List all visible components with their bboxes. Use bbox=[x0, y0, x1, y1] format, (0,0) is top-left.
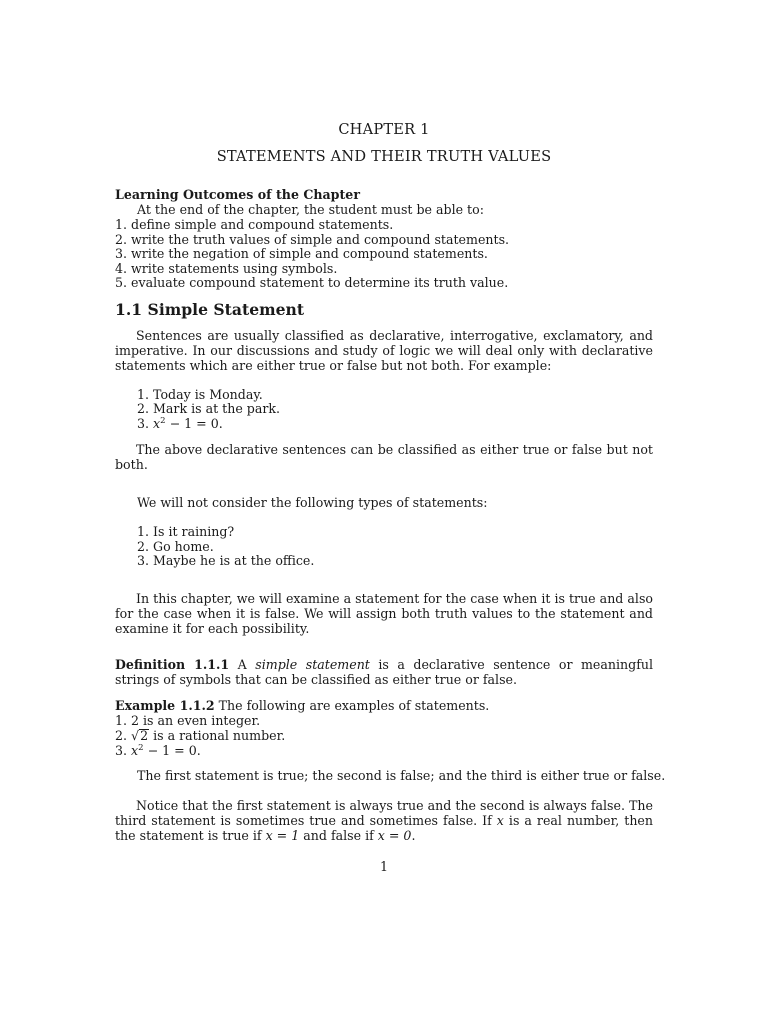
outcome-item: 5. evaluate compound statement to determine its truth value. bbox=[115, 275, 509, 290]
outcome-item: 4. write statements using symbols. bbox=[115, 261, 338, 276]
section-title: 1.1 Simple Statement bbox=[115, 300, 305, 319]
paragraph-text: is a real number, then the statement is true if bbox=[115, 813, 654, 844]
page-number: 1 bbox=[379, 859, 388, 874]
paragraph-text: . bbox=[411, 828, 416, 844]
definition-text: A bbox=[229, 657, 256, 672]
chapter-title: STATEMENTS AND THEIR TRUTH VALUES bbox=[216, 148, 552, 165]
math-condition: x = 0 bbox=[377, 828, 412, 844]
learning-outcomes-intro: At the end of the chapter, the student must be able to: bbox=[137, 202, 484, 217]
paragraph: In this chapter, we will examine a statement for the case when it is true and also for the case when it is false. We will assign both truth values to the statement and examine it for each possibility. bbox=[115, 591, 653, 637]
non-example-item: 3. Maybe he is at the office. bbox=[137, 553, 315, 568]
equation-variable: x bbox=[153, 416, 161, 431]
item-number: 3. bbox=[115, 743, 132, 758]
equation-exponent: 2 bbox=[138, 743, 144, 753]
definition-term: simple statement bbox=[255, 657, 370, 672]
example-item-rest: is a rational number. bbox=[149, 728, 286, 743]
paragraph bbox=[115, 798, 653, 844]
chapter-heading: CHAPTER 1 bbox=[338, 121, 430, 138]
outcome-item: 3. write the negation of simple and compound statements. bbox=[115, 246, 488, 261]
example-heading bbox=[115, 698, 489, 713]
outcome-item: 2. write the truth values of simple and compound statements. bbox=[115, 232, 510, 247]
equation-exponent: 2 bbox=[160, 416, 166, 426]
non-example-item: 1. Is it raining? bbox=[137, 524, 235, 539]
example-item bbox=[115, 743, 201, 758]
example-item: 1. 2 is an even integer. bbox=[115, 713, 261, 728]
definition bbox=[115, 657, 653, 687]
paragraph-text: and false if bbox=[299, 828, 378, 844]
math-condition: x = 1 bbox=[265, 828, 300, 844]
outcome-item: 1. define simple and compound statements. bbox=[115, 217, 394, 232]
sqrt-radicand: 2 bbox=[140, 728, 149, 743]
non-example-item: 2. Go home. bbox=[137, 539, 214, 554]
equation-rest: − 1 = 0. bbox=[143, 743, 201, 758]
paragraph: The above declarative sentences can be classified as either true or false but not both. bbox=[115, 442, 653, 473]
item-number: 2. bbox=[115, 728, 132, 743]
example-item bbox=[115, 728, 285, 743]
example-item: 1. Today is Monday. bbox=[137, 387, 263, 402]
example-item: 2. Mark is at the park. bbox=[137, 401, 280, 416]
math-variable: x bbox=[496, 813, 504, 829]
paragraph: Sentences are usually classified as declarative, interrogative, exclamatory, and imperative. In our discussions and study of logic we will deal only with declarative statements which are either true or false but not both. For example: bbox=[115, 328, 653, 374]
item-number: 3. bbox=[137, 416, 154, 431]
example-text: The following are examples of statements. bbox=[214, 698, 490, 713]
equation-variable: x bbox=[131, 743, 139, 758]
example-label: Example 1.1.2 bbox=[115, 698, 215, 713]
paragraph: We will not consider the following types of statements: bbox=[137, 495, 488, 510]
definition-text: is a declarative sentence or meaningful strings of symbols that can be classified as either true or false. bbox=[115, 657, 653, 688]
sqrt-expression: √2 bbox=[131, 728, 149, 743]
paragraph-text: Notice that the first statement is always true and the second is always false. The third statement is sometimes true and sometimes false. If bbox=[115, 798, 653, 829]
equation-rest: − 1 = 0. bbox=[165, 416, 223, 431]
paragraph: The first statement is true; the second is false; and the third is either true or false. bbox=[137, 768, 666, 783]
definition-label: Definition 1.1.1 bbox=[115, 657, 230, 672]
learning-outcomes-heading: Learning Outcomes of the Chapter bbox=[115, 187, 360, 202]
example-item bbox=[137, 416, 223, 431]
